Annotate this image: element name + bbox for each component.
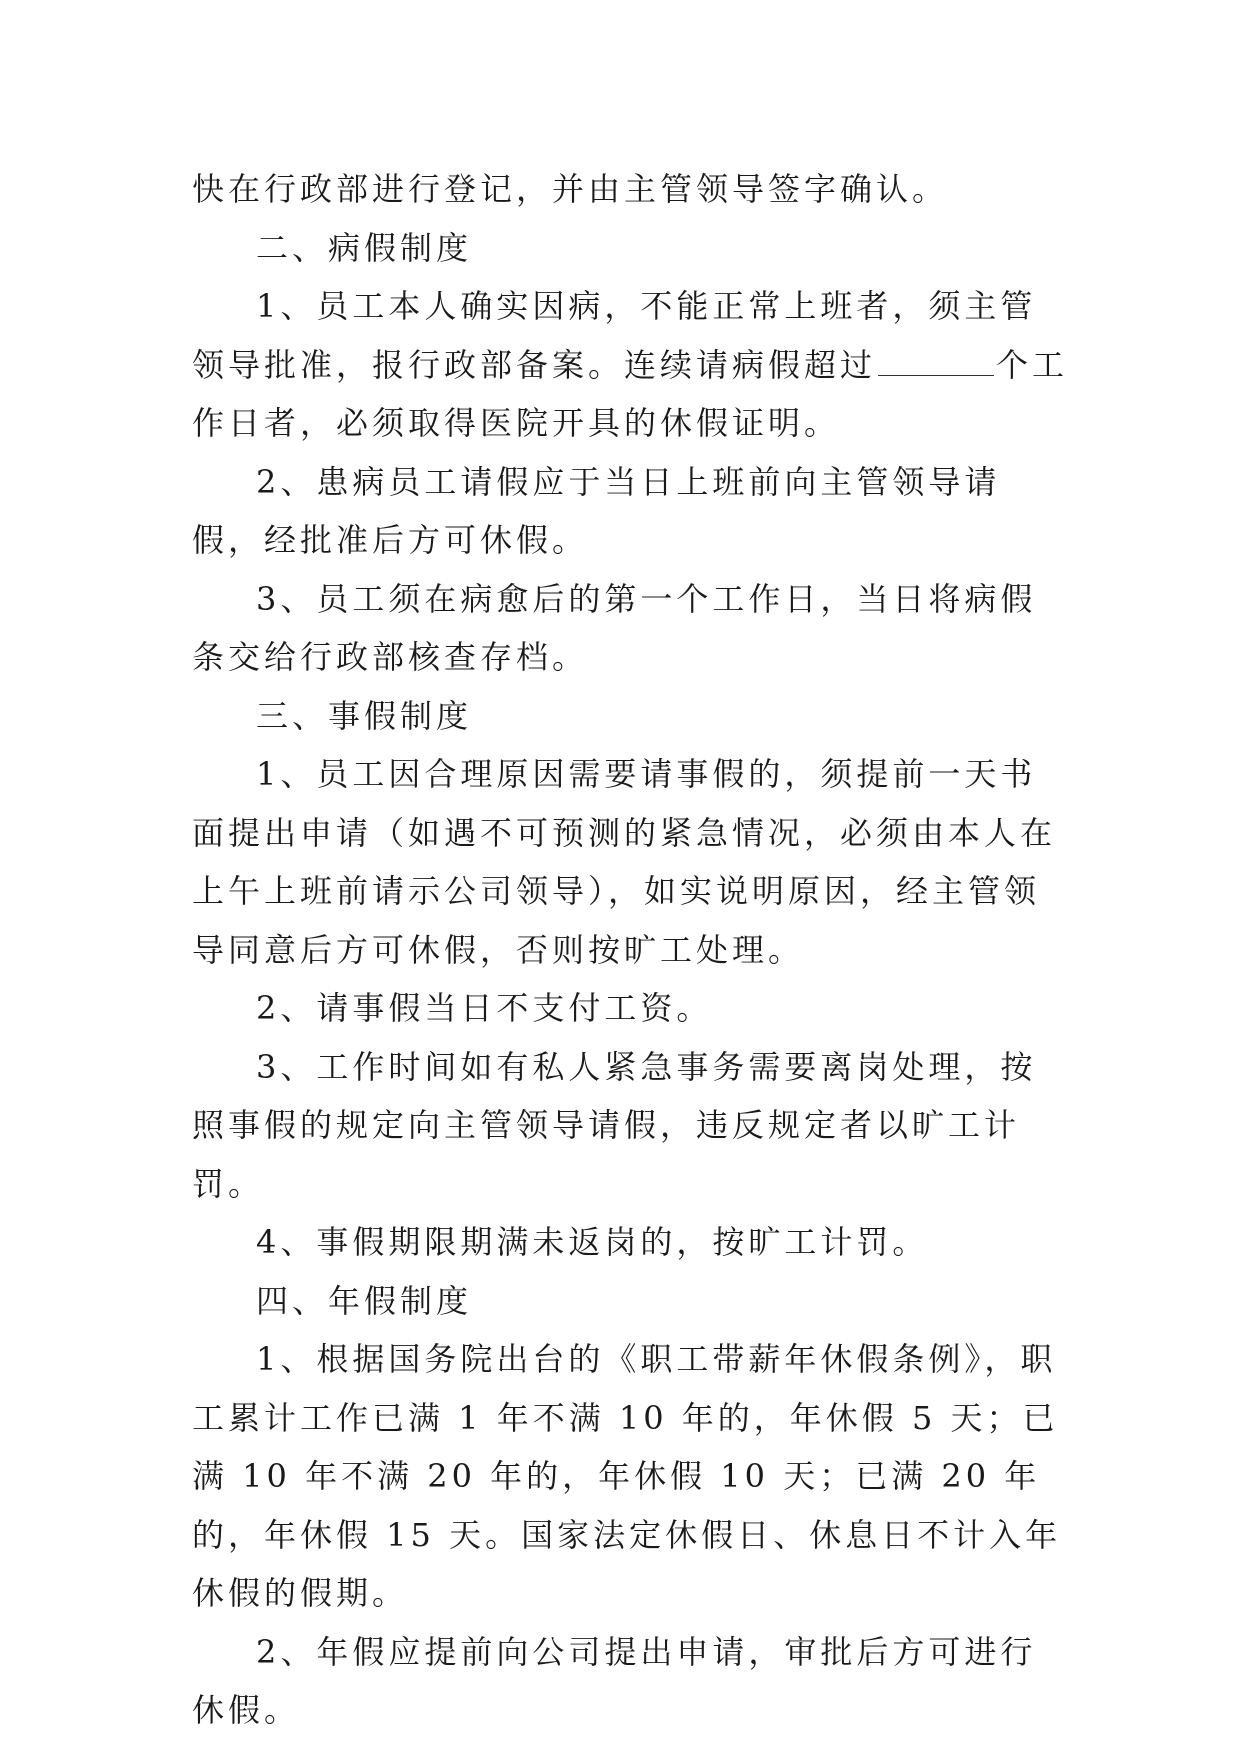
- annual-leave-item-1: 1、根据国务院出台的《职工带薪年休假条例》，职工累计工作已满 1 年不满 10 年的，年休假 5 天；已满 10 年不满 20 年的，年休假 10 天；已满 20 年的，年休假 15 天。国家法定休假日、休息日不计入年休假的假期。: [192, 1340, 1062, 1612]
- section-heading-annual-leave: 四、年假制度: [256, 1281, 473, 1320]
- document-body: [192, 160, 1072, 1740]
- section-heading-personal-leave: 三、事假制度: [256, 696, 473, 735]
- personal-leave-item-3: 3、工作时间如有私人紧急事务需要离岗处理，按照事假的规定向主管领导请假，违反规定者以旷工计罚。: [192, 1047, 1037, 1203]
- sick-leave-item-2: 2、患病员工请假应于当日上班前向主管领导请假，经批准后方可休假。: [192, 462, 1001, 559]
- personal-leave-item-1: 1、员工因合理原因需要请事假的，须提前一天书面提出申请（如遇不可预测的紧急情况，必须由本人在上午上班前请示公司领导），如实说明原因，经主管领导同意后方可休假，否则按旷工处理。: [192, 755, 1057, 969]
- continuation-paragraph: 快在行政部进行登记，并由主管领导签字确认。: [192, 170, 949, 208]
- section-heading-sick-leave: 二、病假制度: [256, 228, 473, 267]
- sick-leave-item-1: [192, 277, 1072, 453]
- sick-leave-item-3: 3、员工须在病愈后的第一个工作日，当日将病假条交给行政部核查存档。: [192, 579, 1037, 676]
- annual-leave-item-2: 2、年假应提前向公司提出申请，审批后方可进行休假。: [192, 1632, 1037, 1729]
- sick-leave-item-1-text-b: 个工作日者，必须取得医院开具的休假证明。: [192, 345, 1069, 442]
- sick-leave-item-1-text-a: 1、员工本人确实因病，不能正常上班者，须主管领导批准，报行政部备案。连续请病假超过: [192, 287, 1037, 384]
- fill-in-blank: [878, 345, 994, 376]
- personal-leave-item-2: 2、请事假当日不支付工资。: [256, 989, 713, 1027]
- personal-leave-item-4: 4、事假期限期满未返岗的，按旷工计罚。: [256, 1223, 929, 1261]
